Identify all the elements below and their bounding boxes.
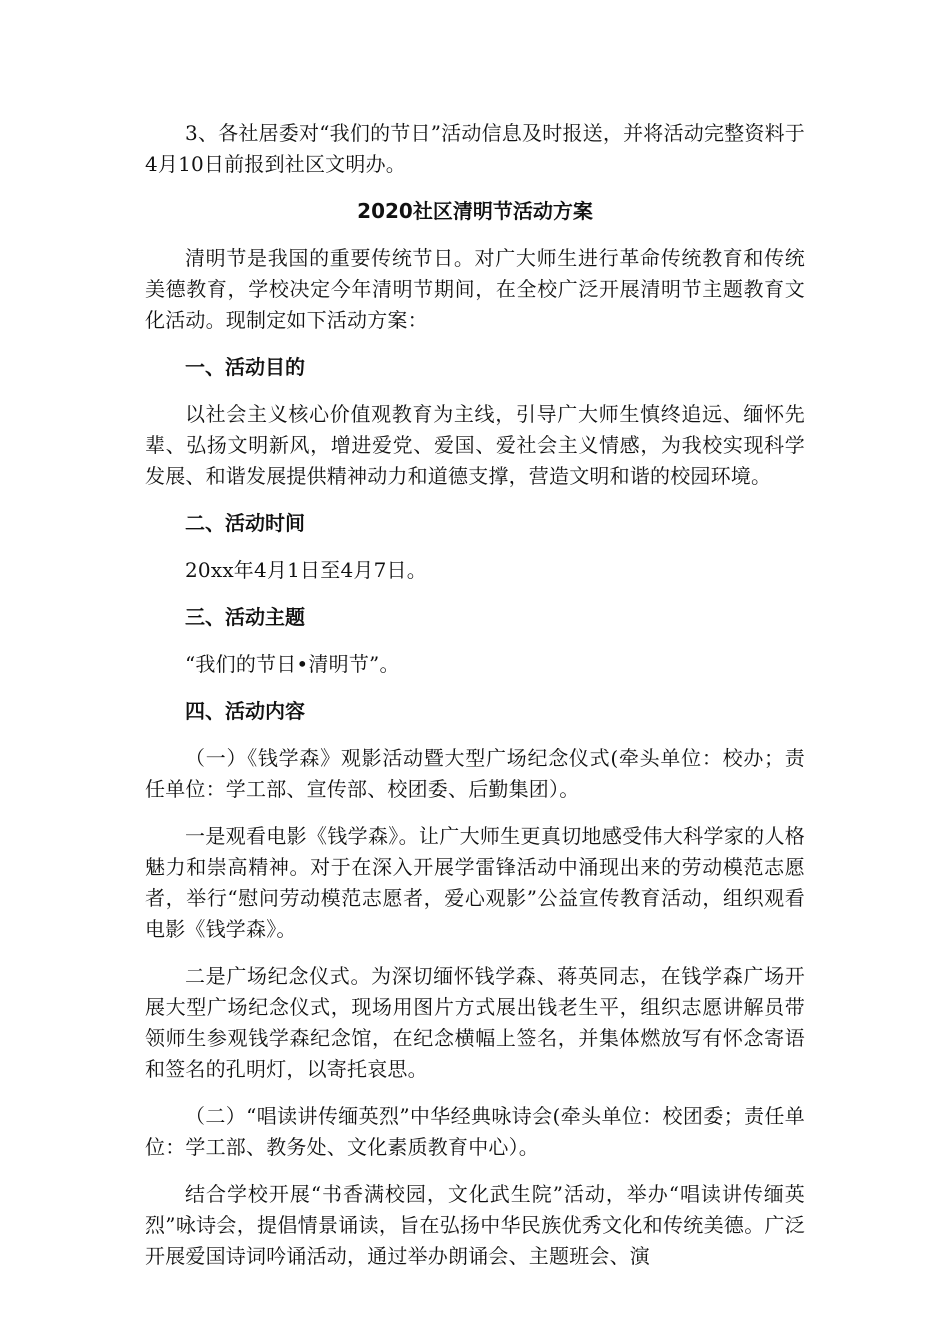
section-heading-purpose: 一、活动目的: [185, 355, 305, 379]
section-body-theme: “我们的节日•清明节”。: [185, 652, 400, 676]
section-body-purpose: 以社会主义核心价值观教育为主线，引导广大师生慎终追远、缅怀先辈、弘扬文明新风，增进爱党、爱国、爱社会主义情感，为我校实现科学发展、和谐发展提供精神动力和道德支撑，营造文明和谐的校园环境。: [145, 402, 805, 488]
content-paragraph: 结合学校开展“书香满校园，文化武生院”活动，举办“唱读讲传缅英烈”咏诗会，提倡情景诵读，旨在弘扬中华民族优秀文化和传统美德。广泛开展爱国诗词吟诵活动，通过举办朗诵会、主题班会、演: [145, 1182, 805, 1268]
content-paragraph: （二）“唱读讲传缅英烈”中华经典咏诗会(牵头单位：校团委；责任单位：学工部、教务处、文化素质教育中心）。: [145, 1104, 805, 1159]
content-paragraph: （一）《钱学森》观影活动暨大型广场纪念仪式(牵头单位：校办；责任单位：学工部、宣传部、校团委、后勤集团）。: [145, 746, 805, 801]
opening-paragraph: 清明节是我国的重要传统节日。对广大师生进行革命传统教育和传统美德教育，学校决定今年清明节期间，在全校广泛开展清明节主题教育文化活动。现制定如下活动方案：: [145, 246, 805, 332]
section-heading-time: 二、活动时间: [185, 511, 305, 535]
document-title: 2020社区清明节活动方案: [357, 199, 593, 223]
document-page: [145, 118, 805, 1272]
content-paragraph: 二是广场纪念仪式。为深切缅怀钱学森、蒋英同志，在钱学森广场开展大型广场纪念仪式，现场用图片方式展出钱老生平，组织志愿讲解员带领师生参观钱学森纪念馆，在纪念横幅上签名，并集体燃放写有怀念寄语和签名的孔明灯，以寄托哀思。: [145, 964, 805, 1081]
intro-paragraph: 3、各社居委对“我们的节日”活动信息及时报送，并将活动完整资料于4月10日前报到社区文明办。: [145, 121, 805, 176]
section-heading-content: 四、活动内容: [185, 699, 305, 723]
section-heading-theme: 三、活动主题: [185, 605, 305, 629]
content-paragraph: 一是观看电影《钱学森》。让广大师生更真切地感受伟大科学家的人格魅力和崇高精神。对于在深入开展学雷锋活动中涌现出来的劳动模范志愿者，举行“慰问劳动模范志愿者，爱心观影”公益宣传教育活动，组织观看电影《钱学森》。: [145, 824, 805, 941]
section-body-time: 20xx年4月1日至4月7日。: [185, 558, 427, 582]
